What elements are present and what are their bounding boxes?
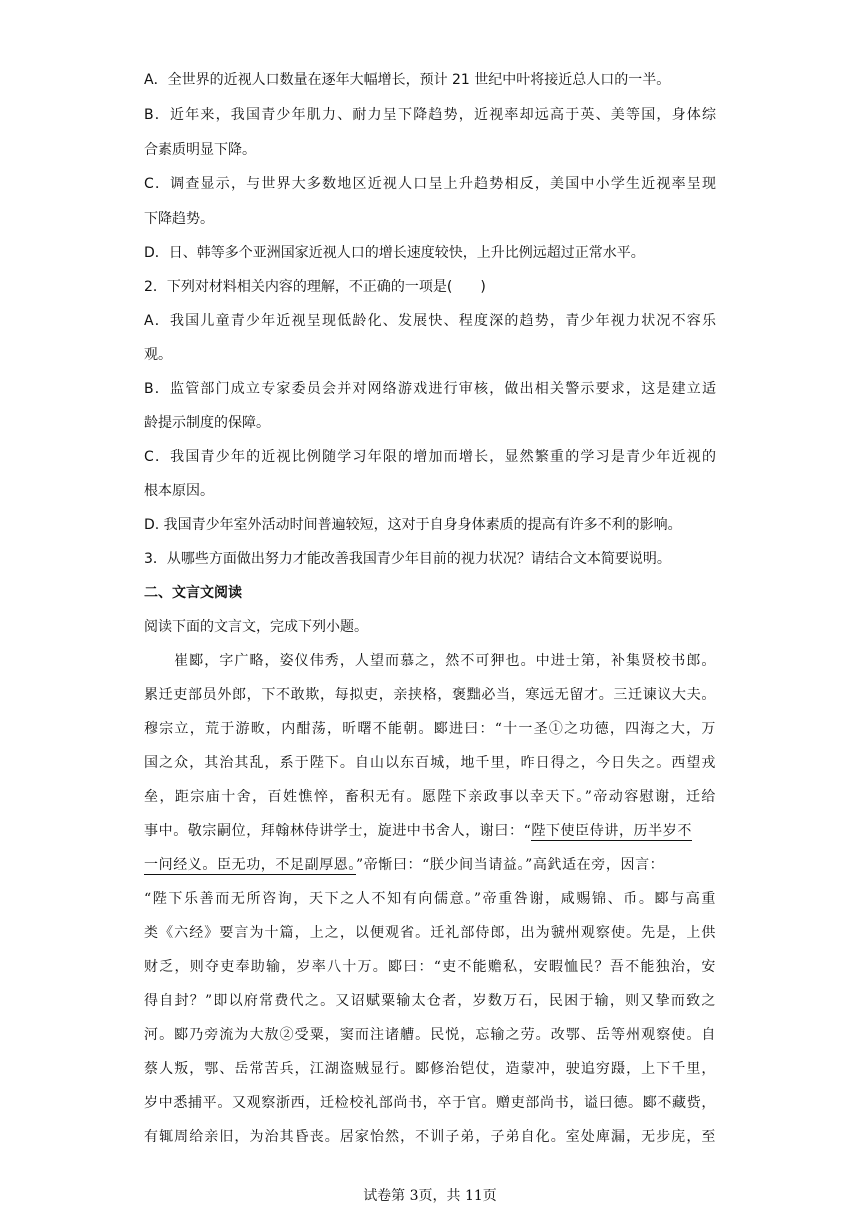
passage-line-14: 岁中悉捕平。又观察浙西，迁检校礼部尚书，卒于官。赠吏部尚书，谥曰德。郾不藏赀， [144,1095,716,1111]
passage-line-1: 崔郾，字广略，姿仪伟秀，人望而慕之，然不可狎也。中进士第，补集贤校书郎。 [144,653,716,669]
passage-line-7 [144,855,716,875]
passage-line-13: 蔡人叛，鄂、岳常苦兵，江湖盗贼显行。郾修治铠仗，造蒙冲，驶追穷蹑，上下千里， [144,1061,716,1077]
q3-stem: 3．从哪些方面做出努力才能改善我国青少年目前的视力状况？请结合文本简要说明。 [144,551,671,567]
section-heading: 二、文言文阅读 [144,585,242,601]
q2-option-a-line2: 观。 [144,347,172,363]
passage-line-2: 累迁吏部员外郎，下不敢欺，每拟吏，亲挟格，褒黜必当，寒远无留才。三迁谏议大夫。 [144,687,716,703]
q1-option-a: A．全世界的近视人口数量在逐年大幅增长，预计 21 世纪中叶将接近总人口的一半。 [144,72,671,88]
q1-option-b-line2: 合素质明显下降。 [144,142,256,158]
passage-line-5: 垒，距宗庙十舍，百姓憔悴，畜积无有。愿陛下亲政事以幸天下。”帝动容慰谢，迁给 [144,789,716,805]
q2-option-a-line1: A．我国儿童青少年近视呈现低龄化、发展快、程度深的趋势，青少年视力状况不容乐 [144,313,716,329]
passage-line-4: 国之众，其治其乱，系于陛下。自山以东百城，地千里，昨日得之，今日失之。西望戎 [144,755,716,771]
passage-line-12: 河。郾乃旁流为大敖②受粟，窦而注诸艚。民悦，忘输之劳。改鄂、岳等州观察使。自 [144,1027,716,1043]
underlined-quote-part1: 陛下使臣侍讲，历半岁不 [531,823,692,839]
q2-option-d: D. 我国青少年室外活动时间普遍较短，这对于自身身体素质的提高有许多不利的影响。 [144,517,682,533]
q1-option-c-line2: 下降趋势。 [144,211,214,227]
q2-stem: 2．下列对材料相关内容的理解，不正确的一项是( ) [144,279,486,295]
underlined-quote-part2: 一问经义。臣无功，不足副厚恩。 [144,857,356,873]
passage-line-3: 穆宗立，荒于游畋，内酣荡，昕曙不能朝。郾进曰：“十一圣①之功德，四海之大，万 [144,721,716,737]
q1-option-b-line1: B．近年来，我国青少年肌力、耐力呈下降趋势，近视率却远高于英、美等国，身体综 [144,107,716,123]
q1-option-d: D．日、韩等多个亚洲国家近视人口的增长速度较快，上升比例远超过正常水平。 [144,245,645,261]
q2-option-b-line1: B．监管部门成立专家委员会并对网络游戏进行审核，做出相关警示要求，这是建立适 [144,381,716,397]
passage-line-11: 得自封？”即以府常费代之。又诏赋粟输太仓者，岁数万石，民困于输，则又挚而致之 [144,993,716,1009]
passage-line-15: 有辄周给亲旧，为治其昏丧。居家怡然，不训子弟，子弟自化。室处庳漏，无步庑，至 [144,1129,716,1145]
page-footer: 试卷第 3页，共 11页 [363,1188,497,1204]
q1-option-c-line1: C．调查显示，与世界大多数地区近视人口呈上升趋势相反，美国中小学生近视率呈现 [144,176,716,192]
q2-option-b-line2: 龄提示制度的保障。 [144,415,270,431]
passage-line-6 [144,821,716,841]
section-intro: 阅读下面的文言文，完成下列小题。 [144,619,368,635]
passage-line-6-text: 事中。敬宗嗣位，拜翰林侍讲学士，旋进中书舍人，谢曰：“ [144,823,532,839]
q2-option-c-line1: C．我国青少年的近视比例随学习年限的增加而增长，显然繁重的学习是青少年近视的 [144,449,716,465]
passage-line-7-text: ”帝惭曰：“朕少间当请益。”高釴适在旁，因言： [356,857,665,873]
passage-line-9: 类《六经》要言为十篇，上之，以便观省。迁礼部侍郎，出为虢州观察使。先是，上供 [144,925,716,941]
q2-option-c-line2: 根本原因。 [144,483,214,499]
passage-line-10: 财乏，则夺吏奉助输，岁率八十万。郾曰：“吏不能赡私，安暇恤民？吾不能独治，安 [144,959,716,975]
passage-line-8: “陛下乐善而无所咨询，天下之人不知有向儒意。”帝重咎谢，咸赐锦、币。郾与高重 [144,891,716,907]
